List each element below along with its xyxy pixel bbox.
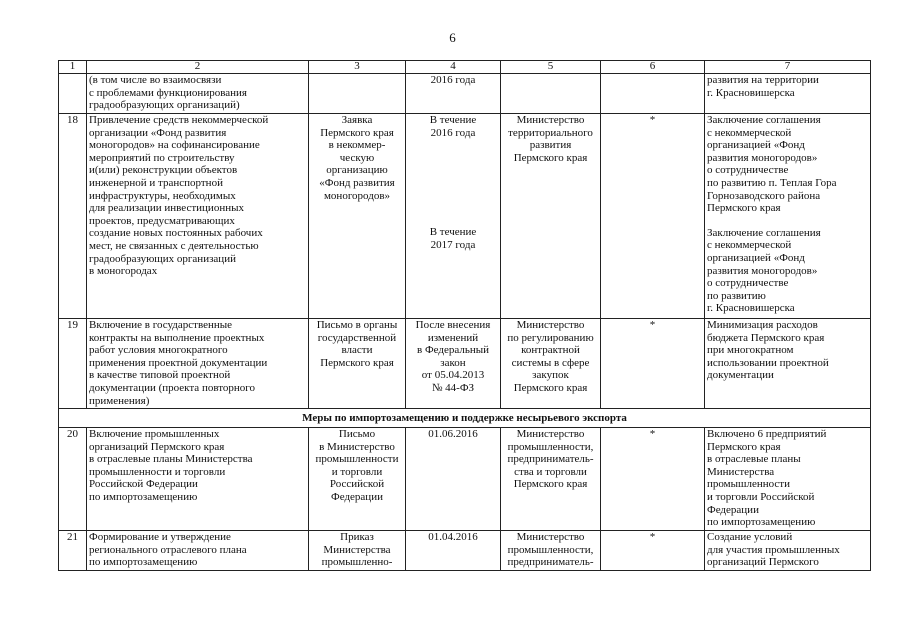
text-line: Включение промышленных bbox=[89, 428, 220, 440]
text-line: системы в сфере bbox=[511, 356, 590, 369]
text-line: для участия промышленных bbox=[707, 543, 840, 556]
budget-cell: * bbox=[601, 319, 705, 409]
result-cell bbox=[705, 531, 871, 571]
text-line: (в том числе во взаимосвязи bbox=[89, 74, 222, 86]
table-row bbox=[59, 531, 871, 571]
text-line: документации bbox=[707, 369, 774, 382]
column-number: 5 bbox=[501, 61, 601, 74]
text-line: изменений bbox=[427, 331, 479, 344]
text-line: с некоммерческой bbox=[707, 126, 792, 139]
text-line: промышленности bbox=[315, 453, 399, 466]
text-line: власти bbox=[341, 344, 373, 357]
column-number: 2 bbox=[87, 61, 309, 74]
text-line: организаций Пермского bbox=[707, 556, 819, 569]
text-line: по импортозамещению bbox=[707, 516, 816, 529]
text-line: градообразующих организаций) bbox=[89, 99, 240, 112]
text-line: Включено 6 предприятий bbox=[707, 428, 827, 440]
text-line: проектов, предусматривающих bbox=[89, 214, 235, 227]
column-number: 4 bbox=[406, 61, 501, 74]
text-line: организаций Пермского края bbox=[89, 440, 225, 453]
text-line: Включение в государственные bbox=[89, 319, 233, 331]
section-title: Меры по импортозамещению и поддержке несырьевого экспорта bbox=[59, 409, 871, 428]
document-cell bbox=[309, 319, 406, 409]
text-line: регионального отраслевого плана bbox=[89, 543, 247, 556]
row-number-cell: 18 bbox=[59, 114, 87, 319]
text-line: моногородов» bbox=[323, 189, 391, 202]
measures-table bbox=[58, 60, 871, 571]
text-line: Пермского края bbox=[513, 381, 588, 394]
text-line: Российской Федерации bbox=[89, 478, 198, 491]
text-line: применения) bbox=[89, 394, 150, 407]
measure-cell bbox=[87, 531, 309, 571]
measure-cell bbox=[87, 319, 309, 409]
text-line: Горнозаводского района bbox=[707, 189, 821, 202]
text-line: мест, не связанных с деятельностью bbox=[89, 239, 259, 252]
deadline-cell bbox=[406, 428, 501, 531]
result-cell bbox=[705, 74, 871, 114]
table-row bbox=[59, 319, 871, 409]
table-row bbox=[59, 114, 871, 319]
result-cell bbox=[705, 114, 871, 319]
row-number-cell bbox=[59, 74, 87, 114]
text-line: Министерство bbox=[516, 428, 585, 440]
text-line: и(или) реконструкции объектов bbox=[89, 164, 238, 177]
measure-cell bbox=[87, 428, 309, 531]
text-line: Министерство bbox=[516, 114, 585, 126]
text-line: Пермского края bbox=[707, 440, 781, 453]
column-number: 6 bbox=[601, 61, 705, 74]
deadline-cell bbox=[406, 114, 501, 319]
text-line: В течение bbox=[429, 226, 477, 239]
text-line: г. Красновишерска bbox=[707, 86, 795, 99]
text-line: в Федеральный bbox=[417, 344, 489, 357]
text-line: о сотрудничестве bbox=[707, 164, 789, 177]
row-number-cell: 20 bbox=[59, 428, 87, 531]
text-line: государственной bbox=[317, 331, 397, 344]
text-line: инженерной и транспортной bbox=[89, 176, 223, 189]
text-line: моногородов» на софинансирование bbox=[89, 139, 260, 152]
responsible-cell bbox=[501, 319, 601, 409]
measure-cell bbox=[87, 74, 309, 114]
deadline-2016 bbox=[408, 114, 498, 139]
text-line: № 44-ФЗ bbox=[431, 381, 475, 394]
table-row bbox=[59, 428, 871, 531]
responsible-cell bbox=[501, 114, 601, 319]
text-line: промышленности, bbox=[507, 440, 594, 453]
deadline-cell bbox=[406, 531, 501, 571]
text-line: 2017 года bbox=[430, 238, 476, 251]
deadline-2017 bbox=[408, 226, 498, 251]
text-line: Пермского края bbox=[513, 151, 588, 164]
result-teplaya-gora bbox=[707, 114, 868, 215]
text-line: В течение bbox=[429, 114, 477, 126]
text-line: градообразующих организаций bbox=[89, 252, 236, 265]
text-line: промышленности bbox=[707, 478, 790, 491]
text-line: по развитию bbox=[707, 289, 766, 302]
text-line: закон bbox=[440, 356, 466, 369]
text-line: Письмо bbox=[338, 428, 376, 440]
text-line: «Фонд развития bbox=[319, 176, 395, 189]
text-line: мероприятий по строительству bbox=[89, 151, 235, 164]
text-line: и торговли Российской bbox=[707, 490, 815, 503]
text-line: Минимизация расходов bbox=[707, 319, 818, 331]
text-line: Министерство bbox=[516, 531, 585, 543]
text-line: Письмо в органы bbox=[316, 319, 398, 331]
text-line: Заключение соглашения bbox=[707, 114, 821, 126]
text-line: Привлечение средств некоммерческой bbox=[89, 114, 269, 126]
responsible-cell bbox=[501, 74, 601, 114]
text-line: по регулированию bbox=[507, 331, 594, 344]
text-line: применения проектной документации bbox=[89, 356, 268, 369]
text-line: организацией «Фонд bbox=[707, 251, 805, 264]
text-line: развития моногородов» bbox=[707, 151, 818, 164]
text-line: контракты на выполнение проектных bbox=[89, 331, 265, 344]
text-line: в Министерство bbox=[319, 440, 395, 453]
column-number: 7 bbox=[705, 61, 871, 74]
text-line: Пермского края bbox=[707, 202, 781, 215]
text-line: с некоммерческой bbox=[707, 239, 792, 252]
text-line: в отраслевые планы Министерства bbox=[89, 453, 253, 466]
text-line: ства и торговли bbox=[514, 465, 587, 478]
text-line: Заключение соглашения bbox=[707, 226, 821, 239]
text-line: с проблемами функционирования bbox=[89, 86, 247, 99]
text-line: Федерации bbox=[707, 503, 759, 516]
budget-cell: * bbox=[601, 428, 705, 531]
text-line: предприниматель- bbox=[507, 453, 594, 466]
text-line: по импортозамещению bbox=[89, 490, 198, 503]
text-line: в моногородах bbox=[89, 265, 158, 278]
text-line: создание новых постоянных рабочих bbox=[89, 227, 263, 240]
text-line: развития моногородов» bbox=[707, 264, 818, 277]
text-line: от 05.04.2013 bbox=[421, 369, 485, 382]
text-line: территориального bbox=[508, 126, 593, 139]
document-cell bbox=[309, 114, 406, 319]
text-line: документации (проекта повторного bbox=[89, 381, 256, 394]
deadline-cell bbox=[406, 74, 501, 114]
text-line: Создание условий bbox=[707, 531, 793, 543]
result-cell bbox=[705, 428, 871, 531]
text-line: закупок bbox=[532, 369, 569, 382]
text-line: в качестве типовой проектной bbox=[89, 369, 231, 382]
text-line: в некоммер- bbox=[328, 139, 386, 152]
text-line: промышленности и торговли bbox=[89, 465, 226, 478]
text-line: Пермского края bbox=[513, 478, 588, 491]
text-line: Министерства bbox=[323, 543, 391, 556]
text-line: Министерства bbox=[707, 465, 775, 478]
budget-cell: * bbox=[601, 114, 705, 319]
row-number-cell: 21 bbox=[59, 531, 87, 571]
table-row-continuation bbox=[59, 74, 871, 114]
text-line: при многократном bbox=[707, 344, 794, 357]
measure-cell bbox=[87, 114, 309, 319]
text-line: Заявка bbox=[341, 114, 373, 126]
budget-cell: * bbox=[601, 531, 705, 571]
column-number-row bbox=[59, 61, 871, 74]
text-line: Федерации bbox=[331, 490, 383, 503]
text-line: Министерство bbox=[516, 319, 585, 331]
text-line: развития bbox=[529, 139, 572, 152]
deadline-cell bbox=[406, 319, 501, 409]
text-line: После внесения bbox=[415, 319, 491, 331]
column-number: 1 bbox=[59, 61, 87, 74]
document-cell bbox=[309, 531, 406, 571]
result-krasnovishersk bbox=[707, 227, 868, 315]
budget-cell bbox=[601, 74, 705, 114]
text-line: промышленности, bbox=[507, 543, 594, 556]
text-line: для реализации инвестиционных bbox=[89, 202, 244, 215]
text-line: по развитию п. Теплая Гора bbox=[707, 176, 837, 189]
document-cell bbox=[309, 74, 406, 114]
text-line: организацией «Фонд bbox=[707, 139, 805, 152]
text-line: контрактной bbox=[521, 344, 580, 357]
responsible-cell bbox=[501, 428, 601, 531]
text-line: Формирование и утверждение bbox=[89, 531, 231, 543]
row-number-cell: 19 bbox=[59, 319, 87, 409]
text-line: г. Красновишерска bbox=[707, 302, 795, 315]
text-line: развития на территории bbox=[707, 74, 819, 86]
text-line: Пермского края bbox=[320, 126, 394, 139]
text-line: бюджета Пермского края bbox=[707, 331, 825, 344]
result-cell bbox=[705, 319, 871, 409]
text-line: использовании проектной bbox=[707, 356, 829, 369]
text-line: 2016 года bbox=[430, 74, 476, 86]
document-cell bbox=[309, 428, 406, 531]
column-number: 3 bbox=[309, 61, 406, 74]
text-line: 01.04.2016 bbox=[428, 531, 478, 543]
text-line: работ условия многократного bbox=[89, 344, 228, 357]
page-number: 6 bbox=[449, 30, 456, 45]
text-line: 01.06.2016 bbox=[428, 428, 478, 440]
text-line: и торговли bbox=[331, 465, 383, 478]
text-line: Пермского края bbox=[320, 356, 394, 369]
text-line: организацию bbox=[326, 164, 388, 177]
text-line: инфраструктуры, необходимых bbox=[89, 189, 236, 202]
text-line: ческую bbox=[339, 151, 375, 164]
text-line: организации «Фонд развития bbox=[89, 126, 227, 139]
text-line: промышленно- bbox=[321, 556, 393, 569]
text-line: 2016 года bbox=[430, 126, 476, 139]
text-line: предприниматель- bbox=[507, 556, 594, 569]
text-line: по импортозамещению bbox=[89, 556, 198, 569]
section-row bbox=[59, 409, 871, 428]
text-line: о сотрудничестве bbox=[707, 277, 789, 290]
text-line: Приказ bbox=[340, 531, 374, 543]
responsible-cell bbox=[501, 531, 601, 571]
text-line: в отраслевые планы bbox=[707, 453, 801, 466]
text-line: Российской bbox=[329, 478, 385, 491]
